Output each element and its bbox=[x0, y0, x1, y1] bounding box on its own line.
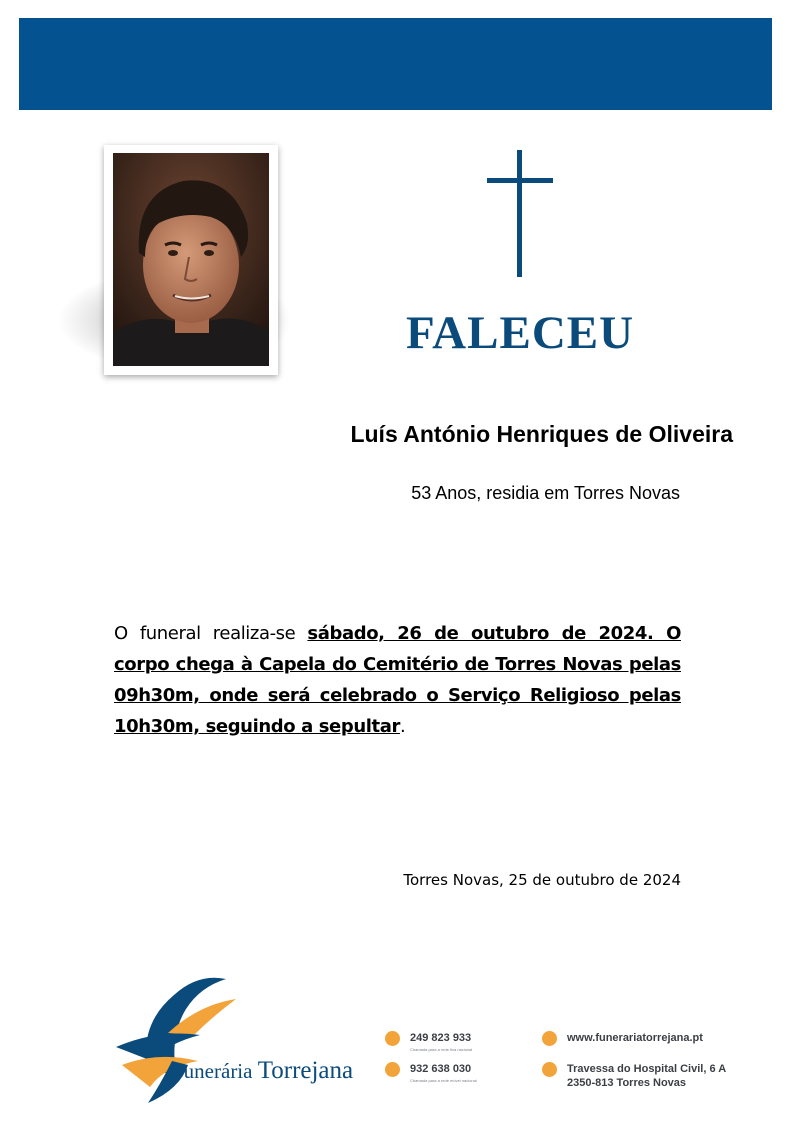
deceased-name: Luís António Henriques de Oliveira bbox=[350, 421, 733, 447]
portrait-frame bbox=[104, 145, 278, 375]
header-bar bbox=[19, 18, 772, 110]
funeral-announcement bbox=[114, 618, 681, 742]
funeral-end: . bbox=[399, 716, 406, 737]
portrait-photo bbox=[113, 153, 269, 366]
notice-title: FALECEU bbox=[405, 307, 635, 359]
phone-1-number: 249 823 933 bbox=[410, 1032, 472, 1044]
funeraria-logo bbox=[108, 965, 338, 1110]
place-date: Torres Novas, 25 de outubro de 2024 bbox=[403, 871, 681, 889]
funeral-intro: O funeral realiza-se bbox=[114, 623, 308, 644]
brand-second: Torrejana bbox=[257, 1057, 354, 1084]
funeral-details: sábado, 26 de outubro de 2024. O corpo chega à Capela do Cemitério de Torres Novas pelas 09h30m, onde será celebrado o Serviço Religioso pelas 10h30m, seguindo a sepultar bbox=[114, 623, 681, 737]
phone-icon bbox=[385, 1031, 400, 1046]
phone-2-number: 932 638 030 bbox=[410, 1063, 472, 1075]
address-line-1: Travessa do Hospital Civil, 6 A bbox=[567, 1063, 727, 1075]
address-line-2: 2350-813 Torres Novas bbox=[567, 1077, 687, 1089]
phone-2-note: Chamada para a rede móvel nacional bbox=[410, 1078, 477, 1083]
brand-name bbox=[172, 1057, 353, 1085]
phone-1-note: Chamada para a rede fixa nacional bbox=[410, 1047, 473, 1052]
brand-first: Funerária bbox=[172, 1059, 253, 1083]
globe-icon bbox=[542, 1031, 557, 1046]
portrait-illustration bbox=[113, 153, 269, 366]
website-link[interactable]: www.funerariatorrejana.pt bbox=[567, 1032, 703, 1044]
location-pin-icon bbox=[542, 1062, 557, 1077]
age-residence: 53 Anos, residia em Torres Novas bbox=[411, 483, 680, 503]
mobile-icon bbox=[385, 1062, 400, 1077]
